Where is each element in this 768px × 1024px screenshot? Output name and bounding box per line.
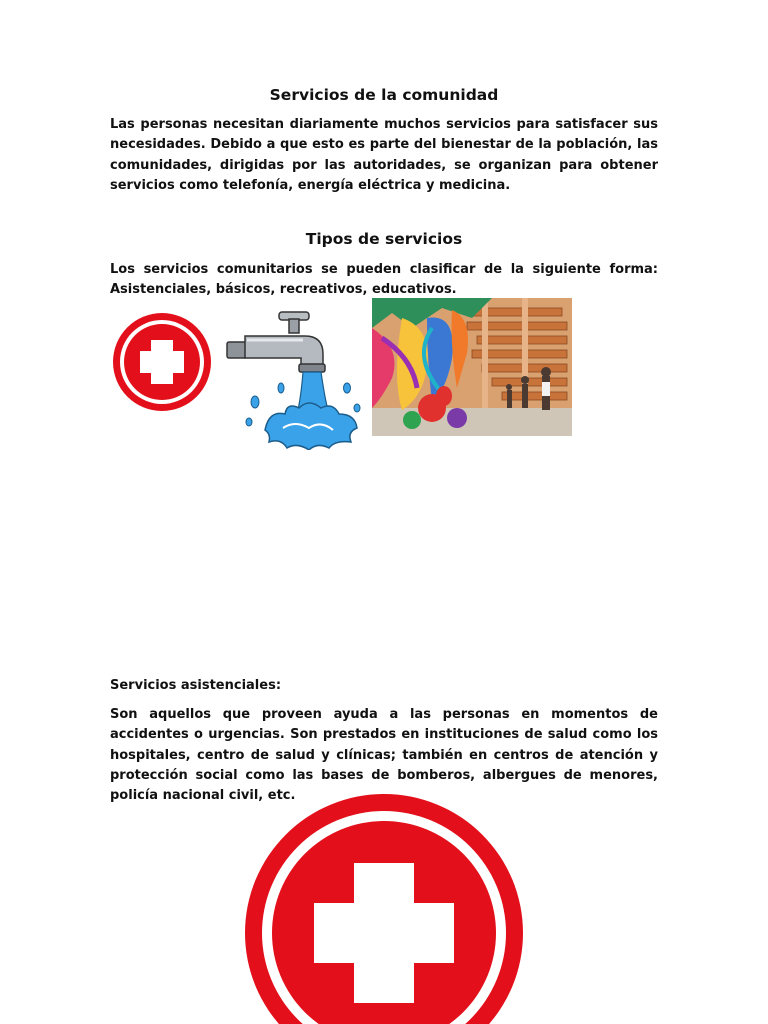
- types-paragraph: Los servicios comunitarios se pueden clasificar de la siguiente forma: Asistenciales, básicos, recreativos, educativos.: [110, 262, 658, 298]
- intro-paragraph: Las personas necesitan diariamente muchos servicios para satisfacer sus necesidades. Debido a que esto es parte del bienestar de la población, las comunidades, dirigidas por las autoridades, se organizan para obtener servicios como telefonía, energía eléctrica y medicina.: [110, 117, 658, 193]
- large-red-cross-icon: [244, 793, 524, 1024]
- types-heading: Tipos de servicios: [305, 230, 463, 248]
- water-faucet-icon: [225, 310, 365, 450]
- recreation-photo: [372, 298, 572, 436]
- assist-label: Servicios asistenciales:: [110, 678, 282, 693]
- assist-paragraph: Son aquellos que proveen ayuda a las personas en momentos de accidentes o urgencias. Son prestados en instituciones de salud como los hospitales, centro de salud y clínicas; también en centros de atención y protección social como las bases de bomberos, albergues de menores, policía nacional civil, etc.: [110, 707, 658, 804]
- red-cross-icon: [110, 312, 215, 412]
- page-title: Servicios de la comunidad: [269, 86, 499, 104]
